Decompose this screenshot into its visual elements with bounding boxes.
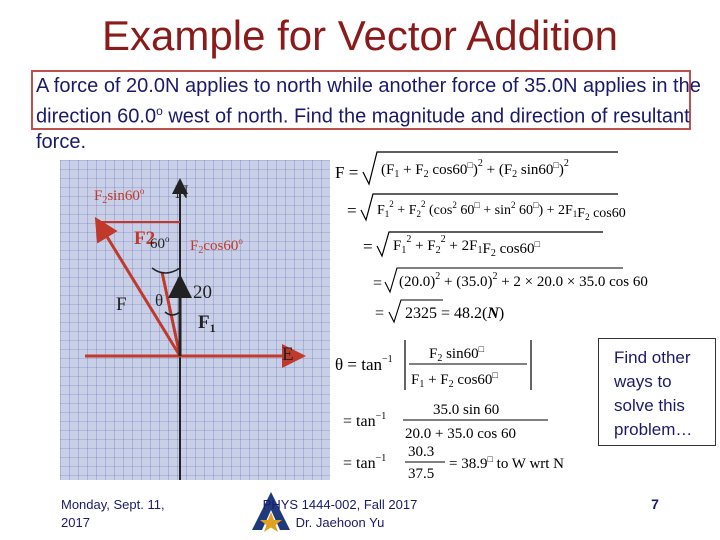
label-f: F <box>116 294 127 315</box>
svg-text:=: = <box>363 237 373 256</box>
svg-text:35.0 sin 60: 35.0 sin 60 <box>433 402 500 418</box>
equation-magnitude-5 <box>375 300 504 322</box>
equation-direction-1 <box>335 340 531 390</box>
label-f2cos60: $F_2\cos 60^o$ <box>190 236 243 256</box>
grid-background <box>60 160 330 480</box>
label-east: E <box>282 344 294 365</box>
svg-text:=: = <box>373 275 383 292</box>
slide-title: Example for Vector Addition <box>102 12 618 59</box>
svg-text:37.5: 37.5 <box>408 466 435 482</box>
footer-course <box>240 496 440 532</box>
vector-diagram <box>60 160 330 480</box>
problem-text-part1: A force of 20.0N applies to north while another force of 35.0N applies in the direction 60.0 <box>36 75 701 128</box>
equation-direction-2 <box>343 402 548 442</box>
footer-course-line1: PHYS 1444-002, Fall 2017 <box>262 497 418 512</box>
svg-text:F2 sin60□: $F_2$ sin60□ <box>429 344 485 364</box>
svg-text:F =: F = <box>335 163 359 182</box>
problem-degree: o <box>156 104 163 118</box>
svg-text:(F1 + F2 cos60□)2 + (F2 sin60□: ($F_1 + F_2$ $\cos 60^□)^2 + (F_2$ sin60□)$^2$ <box>381 158 569 180</box>
equation-block <box>333 150 648 482</box>
svg-text:(20.0)2 + (35.0)2 + 2 × 20.0 ×: $(20.0)^2 + (35.0)^2 + 2 \times 20.0 \times 35.0$ cos 60 <box>399 271 648 290</box>
footer-date-line1: Monday, Sept. 11, <box>61 497 165 512</box>
equation-magnitude-3 <box>363 232 603 259</box>
svg-text:= tan−1: = $\tan^{-1}$ <box>343 411 387 430</box>
svg-text:=: = <box>375 305 385 322</box>
label-60: 60$^o$ <box>150 234 170 252</box>
footer-date-line2: 2017 <box>61 515 90 530</box>
footer-date <box>61 496 191 532</box>
problem-text-part2: west of north. Find the magnitude and direction of resultant force. <box>36 105 690 153</box>
footer-course-line2: Dr. Jaehoon Yu <box>295 515 385 530</box>
label-north: N <box>175 182 189 203</box>
svg-text:F12 + F22 (cos2 60□ + sin2 60□: $F_1^2 + F_2^2$ ($\cos^2$ $60^□ + \sin^2 60^□) + 2F_1F_2$ cos60 <box>377 199 626 222</box>
equation-magnitude-4 <box>373 268 648 292</box>
note-text: Find other ways to solve this problem… <box>614 348 693 439</box>
label-f2sin60: $F_2\sin 60^o$ <box>94 186 145 206</box>
equation-magnitude-1 <box>335 152 618 184</box>
svg-text:θ = tan−1: $\theta = \tan^{-1}$ <box>335 354 393 374</box>
label-20: 20 <box>193 282 212 303</box>
svg-text:2325 = 48.2(N): 2325 = 48.2(N) <box>405 305 505 322</box>
svg-text:30.3: 30.3 <box>408 444 435 460</box>
svg-text:= 38.9□ to W wrt N: = 38.9□ to W wrt N <box>449 454 565 472</box>
svg-text:F1 + F2 cos60□: $F_1 + F_2$ cos60□ <box>411 370 498 390</box>
equation-direction-3 <box>343 444 564 482</box>
equation-magnitude-2 <box>347 194 626 222</box>
svg-text:=: = <box>347 201 357 220</box>
problem-statement <box>36 74 706 155</box>
svg-text:20.0 + 35.0 cos 60: 20.0 + 35.0 cos 60 <box>405 426 516 442</box>
svg-text:F12 + F22 + 2F1F2 cos60□: $F_1^2 + F_2^2 + 2F_1F_2$ cos60□ <box>393 234 540 259</box>
label-theta: θ <box>155 291 164 310</box>
label-f1: $F_1$ <box>198 312 216 335</box>
label-f2: F2 <box>134 228 156 249</box>
svg-text:= tan−1: = $\tan^{-1}$ <box>343 453 387 472</box>
page-number: 7 <box>651 496 659 512</box>
